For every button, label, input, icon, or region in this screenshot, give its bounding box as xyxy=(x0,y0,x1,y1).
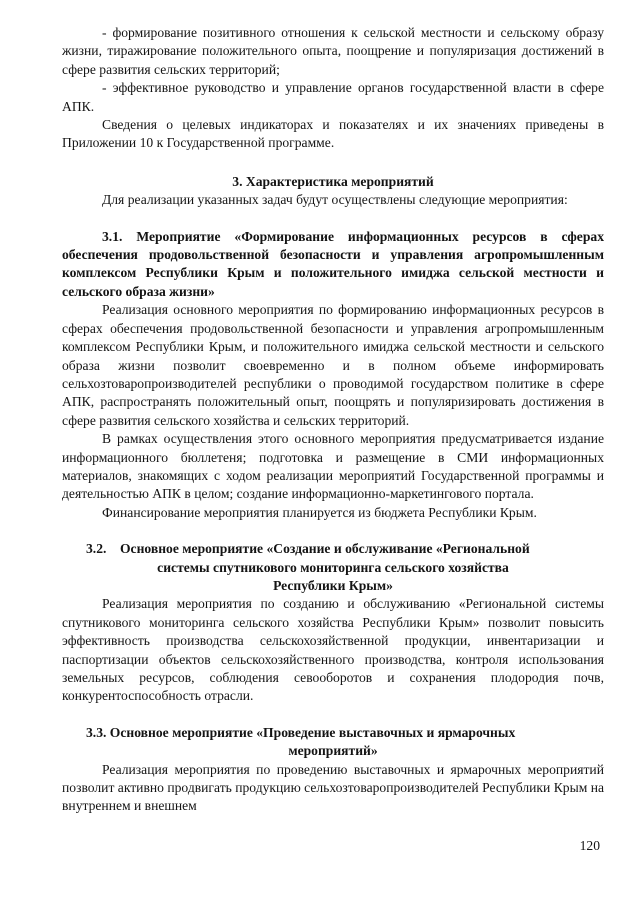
indicators-note: Сведения о целевых индикаторах и показателях и их значениях приведены в Приложении 10 к Государственной программе. xyxy=(62,117,604,151)
section-3-2-heading xyxy=(62,540,604,595)
section-3-2-title-line-2: системы спутникового мониторинга сельского хозяйства xyxy=(157,559,509,575)
section-3-3-paragraph-1: Реализация мероприятия по проведению выставочных и ярмарочных мероприятий позволит активно продвигать продукцию сельхозтоваропроизводителей Республики Крым на внутреннем и внешнем xyxy=(62,761,605,814)
document-page xyxy=(62,24,604,816)
section-3-3-title-line-1: 3.3. Основное мероприятие «Проведение выставочных и ярмарочных xyxy=(86,724,516,740)
section-3-1-paragraph-1: Реализация основного мероприятия по формированию информационных ресурсов в сферах обеспечения продовольственной безопасности и управления агропромышленным комплексом Республики Крым, и положительного имиджа сельской местности и сельского образа жизни позволит своевременно и в полном объеме информировать сельхозтоваропроизводителей республики о проводимой государством политике в сфере АПК, распространять положительный опыт, поощрять и популяризировать достижения в сфере развития сельского хозяйства и сельских территорий. xyxy=(62,302,604,428)
section-3-1-paragraph-3: Финансирование мероприятия планируется из бюджета Республики Крым. xyxy=(102,504,537,520)
bullet-effective-management: - эффективное руководство и управление органов государственной власти в сфере АПК. xyxy=(62,80,604,114)
section-3-3-heading xyxy=(62,724,604,761)
section-3-1-paragraph-2: В рамках осуществления этого основного мероприятия предусматривается издание информационного бюллетеня; подготовка и размещение в СМИ информационных материалов, знакомящих с ходом реализации мероприятий Государственной программы и деятельностью АПК в целом; создание информационно-маркетингового портала. xyxy=(62,431,604,502)
section-3-3-title-line-2: мероприятий» xyxy=(288,743,378,759)
section-3-lead: Для реализации указанных задач будут осуществлены следующие мероприятия: xyxy=(102,192,568,208)
page-number: 120 xyxy=(579,837,600,853)
section-3-1-title: 3.1. Мероприятие «Формирование информационных ресурсов в сферах обеспечения продовольственной безопасности и управления агропромышленным комплексом Республики Крым и положительного имиджа сельской местности и сельского образа жизни» xyxy=(62,228,604,299)
bullet-positive-attitude: - формирование позитивного отношения к сельской местности и сельскому образу жизни, тиражирование положительного опыта, поощрение и популяризация достижений в сфере развития сельских территорий; xyxy=(62,25,604,77)
section-3-2-paragraph-1: Реализация мероприятия по созданию и обслуживанию «Региональной системы спутникового мониторинга сельского хозяйства Республики Крым» позволит повысить эффективность производства сельскохозяйственной продукции, инвентаризации и паспортизации объектов сельскохозяйственного производства, контроля использования земельных ресурсов, соблюдения севооборотов и сохранения плодородия почв, конкурентоспособность отрасли. xyxy=(62,596,604,704)
section-3-title: 3. Характеристика мероприятий xyxy=(232,173,434,189)
section-3-2-title-line-1: 3.2. Основное мероприятие «Создание и обслуживание «Региональной xyxy=(86,541,530,557)
section-3-2-title-line-3: Республики Крым» xyxy=(273,577,393,593)
